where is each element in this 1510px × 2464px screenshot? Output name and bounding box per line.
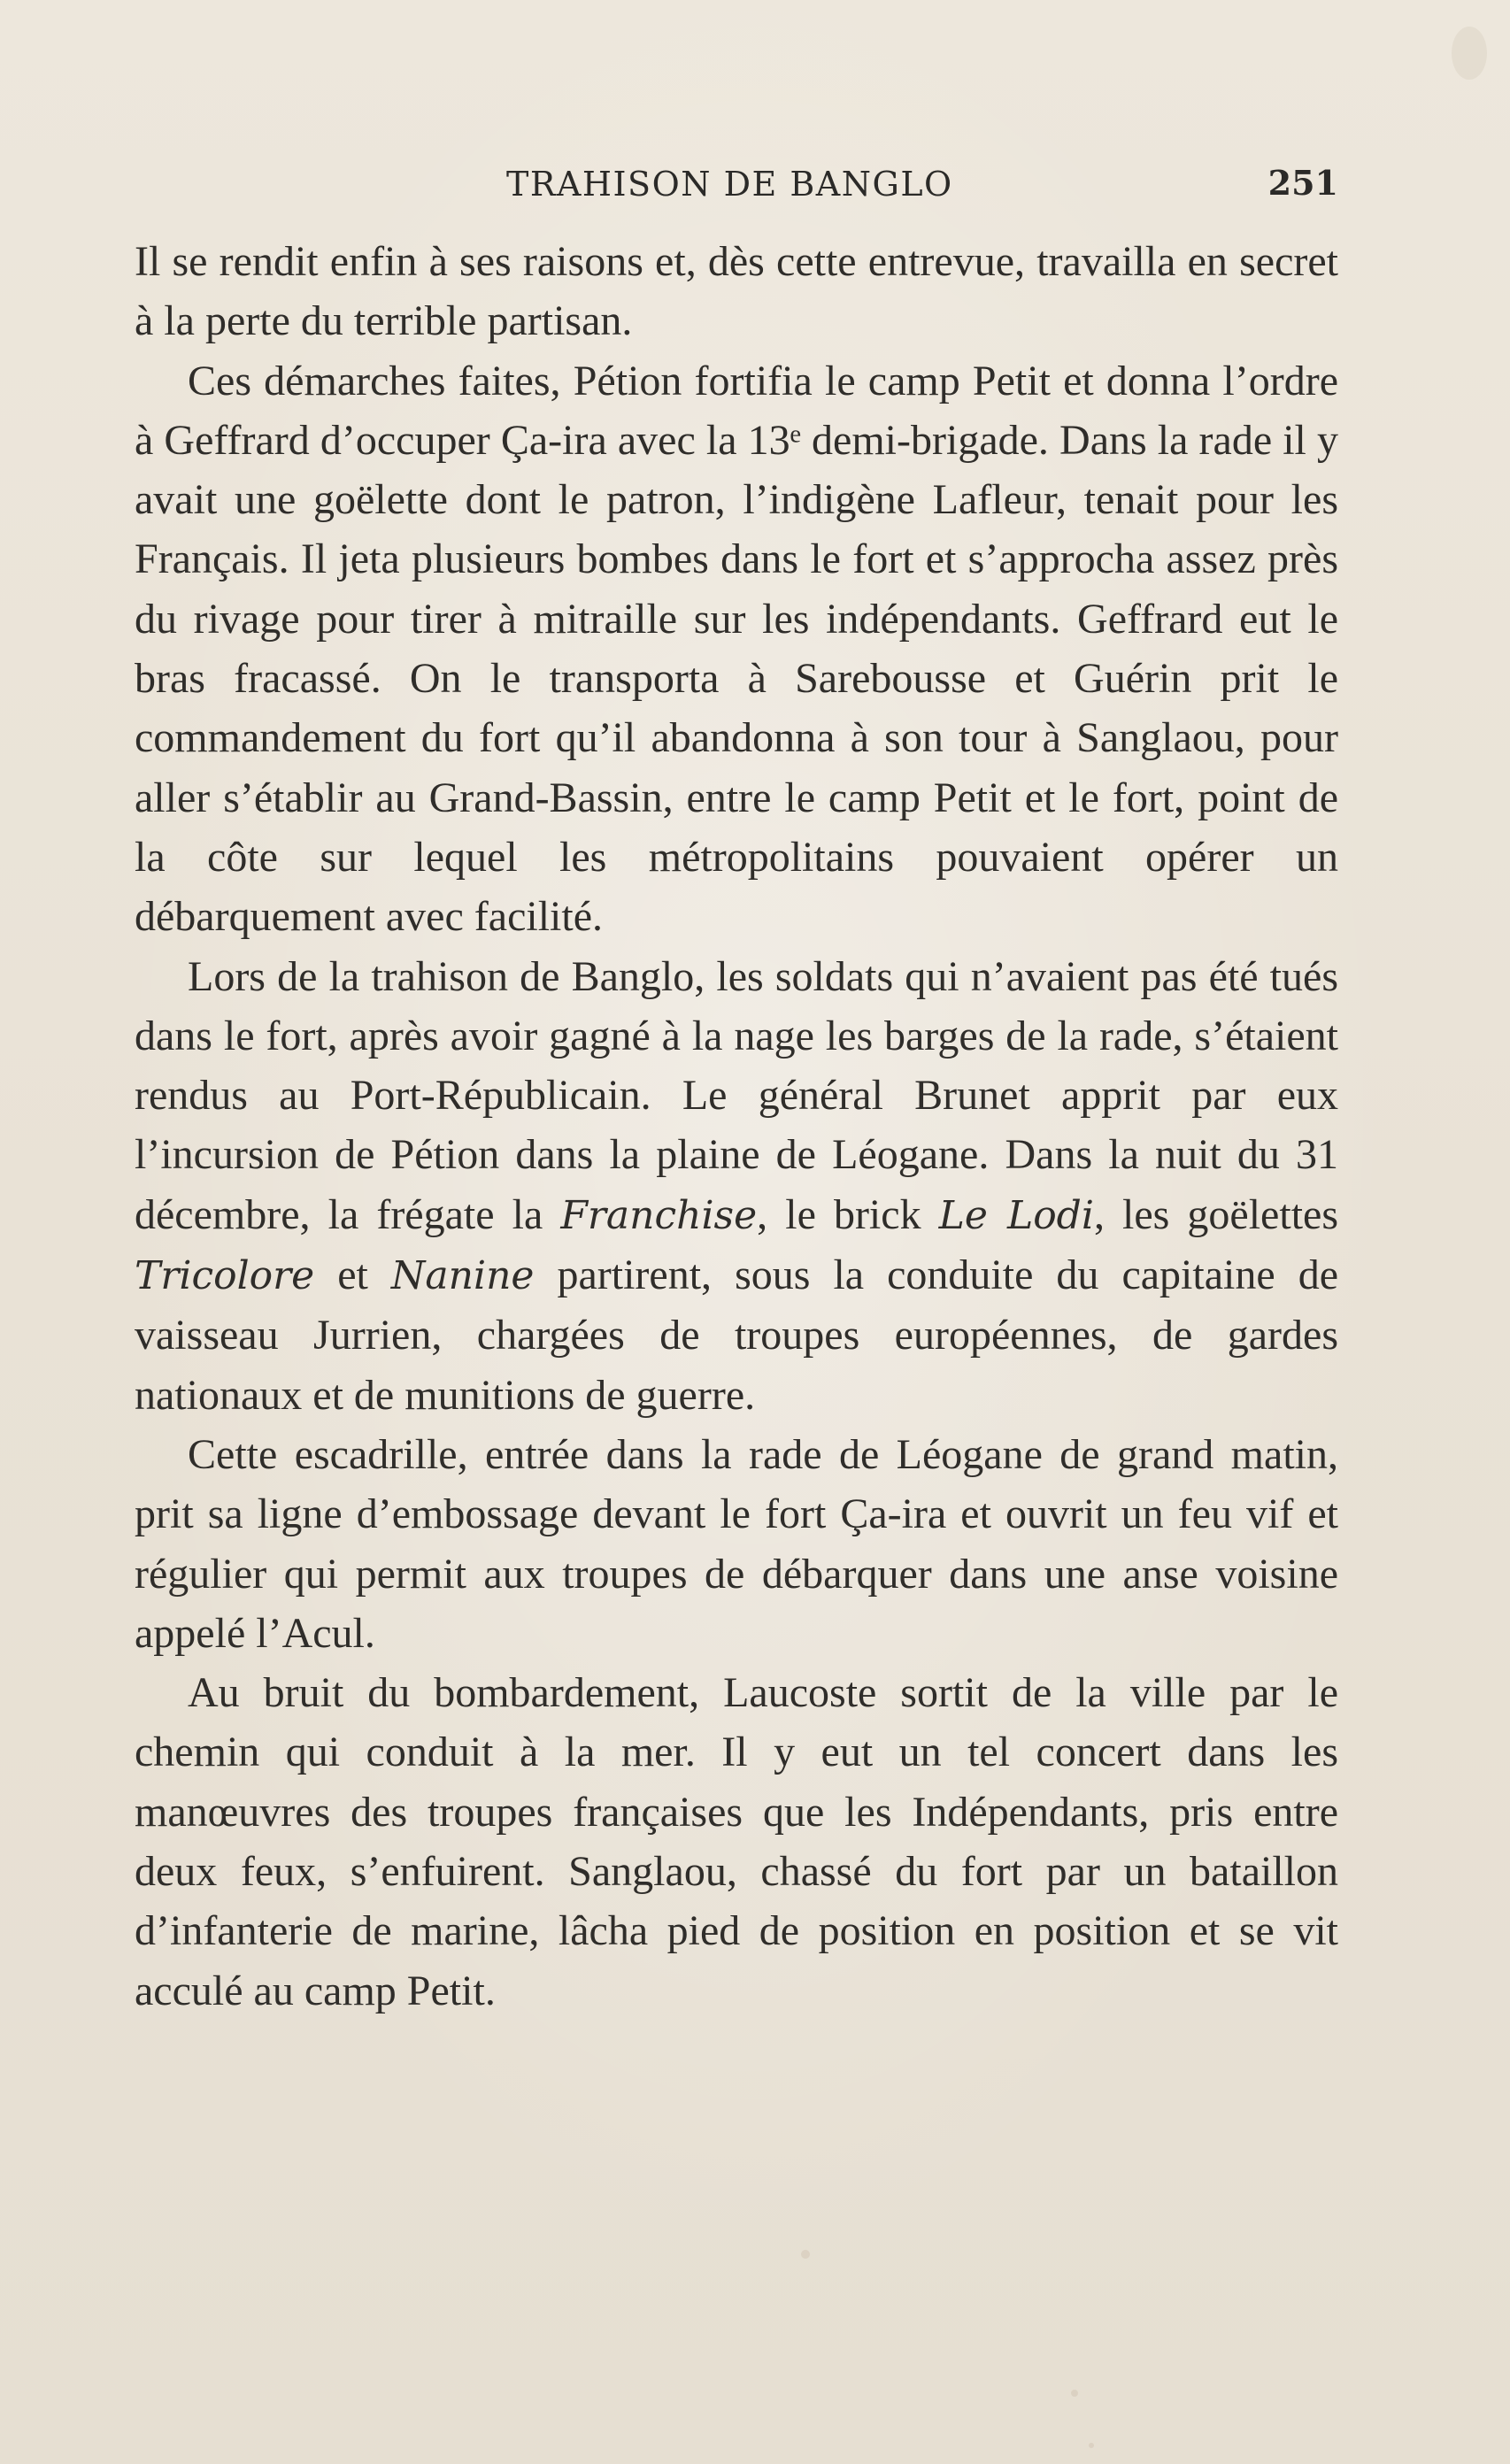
paragraph-2: Ces démarches faites, Pétion fortifia le camp Petit et donna l’ordre à Geffrard d’occuper Ça-ira avec la 13ᵉ demi-brigade. Dans la rade il y avait une goëlette dont le patron, l’indigène Lafleur, tenait pour les Français. Il jeta plusieurs bombes dans le fort et s’approcha assez près du rivage pour tirer à mitraille sur les indépendants. Geffrard eut le bras fracassé. On le transporta à Sarebousse et Guérin prit le commandement du fort qu’il abandonna à son tour à Sanglaou, pour aller s’établir au Grand-Bassin, entre le camp Petit et le fort, point de la côte sur lequel les métropolitains pouvaient opérer un débarquement avec facilité. <box>135 357 1338 941</box>
ship-name-tricolore: Tricolore <box>135 1253 315 1299</box>
paper-stain <box>1089 2443 1094 2448</box>
body-text <box>135 232 1338 2021</box>
paragraph-3-text: , les goëlettes <box>1093 1190 1339 1238</box>
paragraph-1: Il se rendit enfin à ses raisons et, dès cette entrevue, travailla en secret à la perte du terrible partisan. <box>135 238 1338 345</box>
paragraph-3-text: , le brick <box>757 1190 939 1238</box>
paragraph-5: Au bruit du bombardement, Laucoste sortit de la ville par le chemin qui conduit à la mer. Il y eut un tel concert dans les manœuvres des troupes françaises que les Indépendants, pris entre deux feux, s’enfuirent. Sanglaou, chassé du fort par un bataillon d’infanterie de marine, lâcha pied de position en position et se vit acculé au camp Petit. <box>135 1669 1338 2014</box>
running-head: TRAHISON DE BANGLO <box>506 165 953 204</box>
page-number: 251 <box>1267 163 1338 203</box>
paragraph-4: Cette escadrille, entrée dans la rade de Léogane de grand matin, prit sa ligne d’embossage devant le fort Ça-ira et ouvrit un feu vif et régulier qui permit aux troupes de débarquer dans une anse voisine appelé l’Acul. <box>135 1430 1338 1657</box>
paragraph-3-text: et <box>314 1251 391 1299</box>
ship-name-le-lodi: Le Lodi <box>938 1192 1094 1238</box>
ship-name-nanine: Nanine <box>390 1253 535 1299</box>
paper-stain <box>801 2250 810 2259</box>
ship-name-franchise: Franchise <box>560 1192 758 1238</box>
paragraph-3-text: Lors de la trahison de Banglo, les soldats qui n’avaient pas été tués dans le fort, après avoir gagné à la nage les barges de la rade, s’étaient rendus au Port-Républicain. Le général Brunet apprit par eux l’incursion de Pétion dans la plaine de Léogane. Dans la nuit du 31 décembre, la frégate la <box>135 952 1338 1238</box>
paper-stain <box>1071 2390 1078 2397</box>
page-header <box>135 158 1338 211</box>
paper-stain <box>1452 27 1487 80</box>
paragraph-3 <box>135 947 1338 1425</box>
paragraph-3-text: partirent, sous la conduite du capitaine de vaisseau Jurrien, chargées de troupes européennes, de gardes nationaux et de munitions de guerre. <box>135 1251 1338 1419</box>
